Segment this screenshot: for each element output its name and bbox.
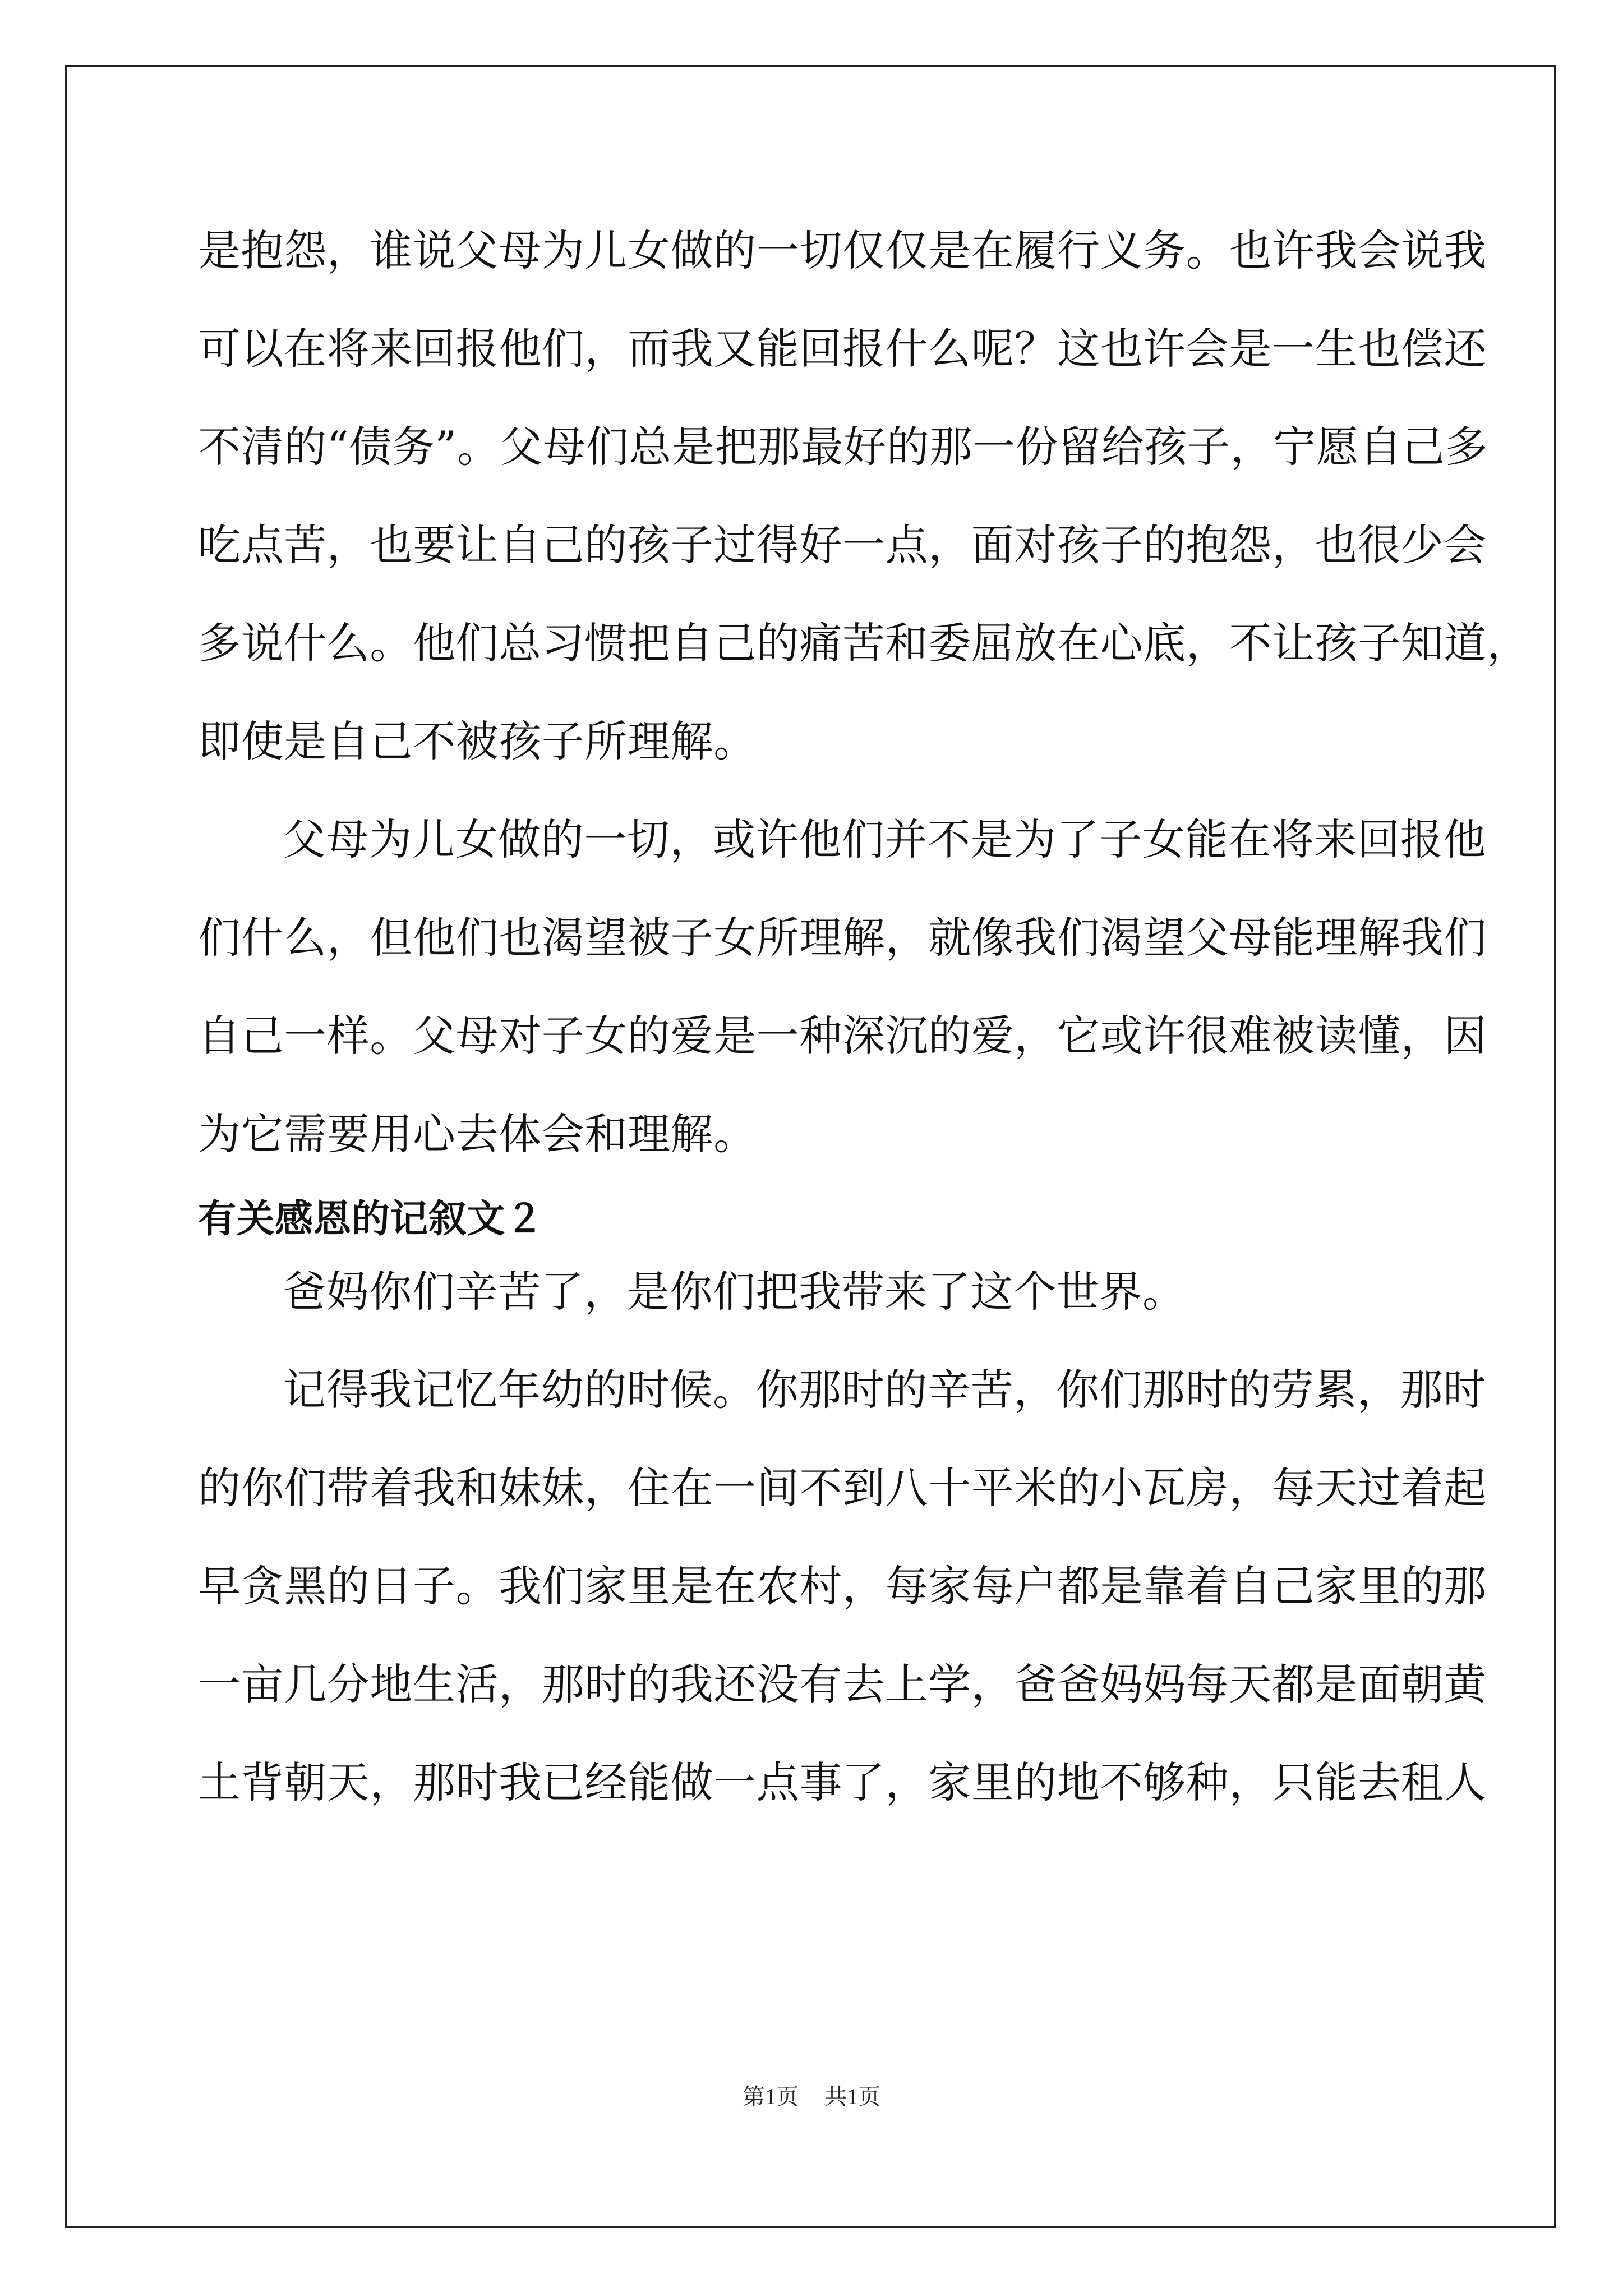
para2-line-1: 父母为儿女做的一切，或许他们并不是为了子女能在将来回报他	[283, 815, 1486, 864]
page-number: 第1页	[743, 2084, 799, 2109]
para1-line-5: 多说什么。他们总习惯把自己的痛苦和委屈放在心底，不让孩子知道，	[198, 618, 1530, 668]
para1-line-3: 不清的“债务”。父母们总是把那最好的那一份留给孩子，宁愿自己多	[198, 422, 1488, 472]
para1-line-6: 即使是自己不被孩子所理解。	[198, 716, 757, 766]
para2-line-3: 自己一样。父母对子女的爱是一种深沉的爱，它或许很难被读懂，因	[198, 1011, 1487, 1061]
para4-line-1: 记得我记忆年幼的时候。你那时的辛苦，你们那时的劳累，那时	[283, 1365, 1486, 1415]
para1-line-4: 吃点苦，也要让自己的孩子过得好一点，面对孩子的抱怨，也很少会	[198, 520, 1487, 570]
para2-line-4: 为它需要用心去体会和理解。	[198, 1109, 757, 1159]
page-total: 共1页	[824, 2084, 880, 2109]
page-footer	[0, 2083, 1623, 2110]
para2-line-2: 们什么，但他们也渴望被子女所理解，就像我们渴望父母能理解我们	[198, 913, 1487, 963]
para3-line-1: 爸妈你们辛苦了，是你们把我带来了这个世界。	[283, 1267, 1186, 1317]
para1-line-1: 是抱怨，谁说父母为儿女做的一切仅仅是在履行义务。也许我会说我	[198, 226, 1487, 275]
para4-line-2: 的你们带着我和妹妹，住在一间不到八十平米的小瓦房，每天过着起	[198, 1463, 1487, 1513]
para4-line-4: 一亩几分地生活，那时的我还没有去上学，爸爸妈妈每天都是面朝黄	[198, 1659, 1487, 1709]
section-heading: 有关感恩的记叙文２	[198, 1197, 544, 1241]
para4-line-5: 土背朝天，那时我已经能做一点事了，家里的地不够种，只能去租人	[198, 1757, 1487, 1807]
para1-line-2: 可以在将来回报他们，而我又能回报什么呢？这也许会是一生也偿还	[198, 324, 1487, 374]
para4-line-3: 早贪黑的日子。我们家里是在农村，每家每户都是靠着自己家里的那	[198, 1561, 1487, 1611]
